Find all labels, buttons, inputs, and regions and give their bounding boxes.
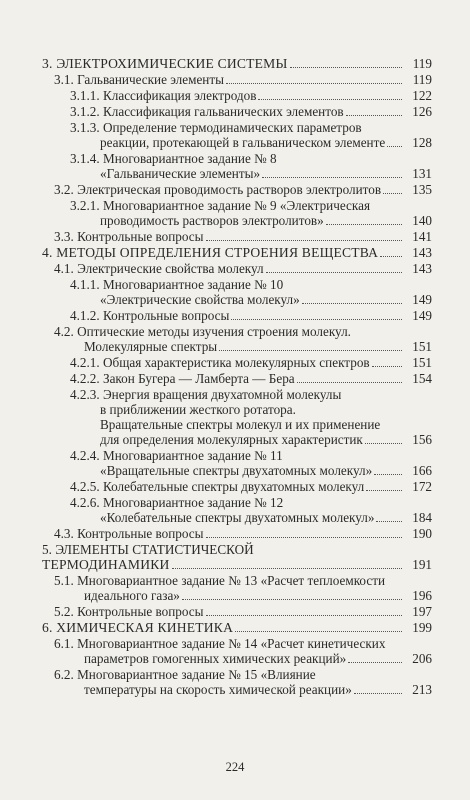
- toc-entry-text: 4.2.4. Многовариантное задание № 11: [70, 448, 283, 463]
- toc-entry: [42, 324, 432, 354]
- dot-leader: [326, 224, 402, 225]
- dot-leader: [374, 474, 402, 475]
- toc-entry-text: 4.1. Электрические свойства молекул: [54, 261, 264, 276]
- toc-entry-text: 4.2.6. Многовариантное задание № 12: [70, 495, 284, 510]
- dot-leader: [206, 240, 403, 241]
- toc-entry-text: «Электрические свойства молекул»: [100, 292, 300, 307]
- toc-page-number: 213: [412, 682, 432, 697]
- toc-entry: [42, 604, 432, 619]
- toc-entry: [42, 56, 432, 71]
- dot-leader: [346, 115, 402, 116]
- toc-entry: [42, 229, 432, 244]
- dot-leader: [297, 382, 402, 383]
- toc-entry-text: 3.3. Контрольные вопросы: [54, 229, 204, 244]
- toc-entry-text: 4. МЕТОДЫ ОПРЕДЕЛЕНИЯ СТРОЕНИЯ ВЕЩЕСТВА: [42, 245, 379, 260]
- toc-page-number: 119: [412, 56, 432, 71]
- table-of-contents: [42, 56, 432, 698]
- dot-leader: [365, 443, 402, 444]
- toc-page-number: 122: [412, 88, 432, 103]
- toc-entry-text: температуры на скорость химической реакции»: [84, 682, 352, 697]
- toc-entry-text: 4.2. Оптические методы изучения строения молекул.: [54, 324, 351, 339]
- toc-entry: [42, 573, 432, 603]
- toc-page-number: 196: [412, 588, 432, 603]
- toc-page-number: 131: [412, 166, 432, 181]
- toc-entry-text: «Гальванические элементы»: [100, 166, 261, 181]
- toc-entry-text: 3.2.1. Многовариантное задание № 9 «Электрическая: [70, 198, 371, 213]
- toc-page-number: 149: [412, 308, 432, 323]
- dot-leader: [366, 490, 402, 491]
- toc-page-number: 156: [412, 432, 432, 447]
- toc-page-number: 199: [412, 620, 432, 635]
- toc-entry: [42, 620, 432, 635]
- toc-entry-text: 4.2.2. Закон Бугера — Ламберта — Бера: [70, 371, 295, 386]
- dot-leader: [182, 599, 402, 600]
- dot-leader: [376, 521, 402, 522]
- toc-entry-text: реакции, протекающей в гальваническом элементе: [100, 135, 386, 150]
- toc-entry-text: 3. ЭЛЕКТРОХИМИЧЕСКИЕ СИСТЕМЫ: [42, 56, 288, 71]
- toc-entry: [42, 261, 432, 276]
- toc-page-number: 197: [412, 604, 432, 619]
- toc-entry-text: 4.1.2. Контрольные вопросы: [70, 308, 230, 323]
- dot-leader: [380, 256, 402, 257]
- toc-page-number: 149: [412, 292, 432, 307]
- toc-entry: [42, 371, 432, 386]
- toc-entry-text: 5.2. Контрольные вопросы: [54, 604, 204, 619]
- page-number: 224: [225, 760, 245, 774]
- dot-leader: [372, 366, 402, 367]
- toc-entry-text: 6. ХИМИЧЕСКАЯ КИНЕТИКА: [42, 620, 234, 635]
- toc-page-number: 119: [412, 72, 432, 87]
- toc-page-number: 151: [412, 355, 432, 370]
- toc-entry-text: 4.2.3. Энергия вращения двухатомной молекулы: [70, 387, 342, 402]
- dot-leader: [235, 631, 402, 632]
- dot-leader: [258, 99, 402, 100]
- toc-page-number: 128: [412, 135, 432, 150]
- toc-entry-text: проводимость растворов электролитов»: [100, 213, 324, 228]
- toc-page-number: 154: [412, 371, 432, 386]
- toc-entry: [42, 355, 432, 370]
- toc-entry-text: 3.1.4. Многовариантное задание № 8: [70, 151, 277, 166]
- dot-leader: [172, 568, 402, 569]
- dot-leader: [290, 67, 402, 68]
- toc-entry-text: Вращательные спектры молекул и их применение: [100, 417, 381, 432]
- toc-entry: [42, 198, 432, 228]
- toc-page-number: 140: [412, 213, 432, 228]
- toc-page-number: 141: [412, 229, 432, 244]
- toc-entry-text: 6.1. Многовариантное задание № 14 «Расчет кинетических: [54, 636, 386, 651]
- toc-entry: [42, 479, 432, 494]
- toc-entry-text: 3.1.2. Классификация гальванических элементов: [70, 104, 344, 119]
- toc-entry: [42, 88, 432, 103]
- dot-leader: [266, 272, 402, 273]
- dot-leader: [302, 303, 402, 304]
- toc-page-number: 135: [412, 182, 432, 197]
- toc-page-number: 143: [412, 245, 432, 260]
- dot-leader: [226, 83, 402, 84]
- toc-entry-text: 4.2.1. Общая характеристика молекулярных спектров: [70, 355, 370, 370]
- toc-entry: [42, 495, 432, 525]
- dot-leader: [231, 319, 402, 320]
- toc-page-number: 166: [412, 463, 432, 478]
- toc-page-number: 143: [412, 261, 432, 276]
- toc-entry-text: в приближении жесткого ротатора.: [100, 402, 296, 417]
- toc-entry-text: 6.2. Многовариантное задание № 15 «Влияние: [54, 667, 316, 682]
- toc-entry-text: 5. ЭЛЕМЕНТЫ СТАТИСТИЧЕСКОЙ: [42, 542, 254, 557]
- toc-entry-text: 3.1.1. Классификация электродов: [70, 88, 257, 103]
- toc-entry-text: 3.1.3. Определение термодинамических параметров: [70, 120, 362, 135]
- toc-entry: [42, 151, 432, 181]
- toc-entry: [42, 542, 432, 572]
- toc-entry-text: 3.2. Электрическая проводимость растворов электролитов: [54, 182, 382, 197]
- dot-leader: [383, 193, 402, 194]
- toc-entry: [42, 448, 432, 478]
- toc-entry-text: идеального газа»: [84, 588, 180, 603]
- dot-leader: [219, 350, 402, 351]
- dot-leader: [387, 146, 402, 147]
- toc-entry-text: 4.3. Контрольные вопросы: [54, 526, 204, 541]
- toc-entry: [42, 526, 432, 541]
- toc-entry-text: для определения молекулярных характеристик: [100, 432, 363, 447]
- toc-page-number: 206: [412, 651, 432, 666]
- toc-entry: [42, 387, 432, 447]
- toc-page-number: 126: [412, 104, 432, 119]
- toc-entry-text: параметров гомогенных химических реакций»: [84, 651, 347, 666]
- toc-entry: [42, 182, 432, 197]
- toc-entry-text: 5.1. Многовариантное задание № 13 «Расчет теплоемкости: [54, 573, 386, 588]
- dot-leader: [206, 537, 403, 538]
- toc-entry-text: «Колебательные спектры двухатомных молекул»: [100, 510, 375, 525]
- toc-page-number: 190: [412, 526, 432, 541]
- toc-entry: [42, 72, 432, 87]
- toc-page-number: 151: [412, 339, 432, 354]
- dot-leader: [262, 177, 402, 178]
- toc-entry-text: 4.2.5. Колебательные спектры двухатомных молекул: [70, 479, 365, 494]
- toc-entry: [42, 104, 432, 119]
- toc-page-number: 184: [412, 510, 432, 525]
- toc-entry: [42, 245, 432, 260]
- toc-entry: [42, 308, 432, 323]
- dot-leader: [354, 693, 402, 694]
- dot-leader: [348, 662, 402, 663]
- toc-page-number: 191: [412, 557, 432, 572]
- toc-entry-text: 4.1.1. Многовариантное задание № 10: [70, 277, 284, 292]
- toc-entry-text: ТЕРМОДИНАМИКИ: [42, 557, 170, 572]
- toc-entry-text: «Вращательные спектры двухатомных молекул»: [100, 463, 373, 478]
- toc-entry: [42, 667, 432, 697]
- toc-entry-text: Молекулярные спектры: [84, 339, 218, 354]
- toc-entry: [42, 636, 432, 666]
- dot-leader: [206, 615, 403, 616]
- toc-entry: [42, 120, 432, 150]
- toc-entry-text: 3.1. Гальванические элементы: [54, 72, 224, 87]
- toc-entry: [42, 277, 432, 307]
- toc-page-number: 172: [412, 479, 432, 494]
